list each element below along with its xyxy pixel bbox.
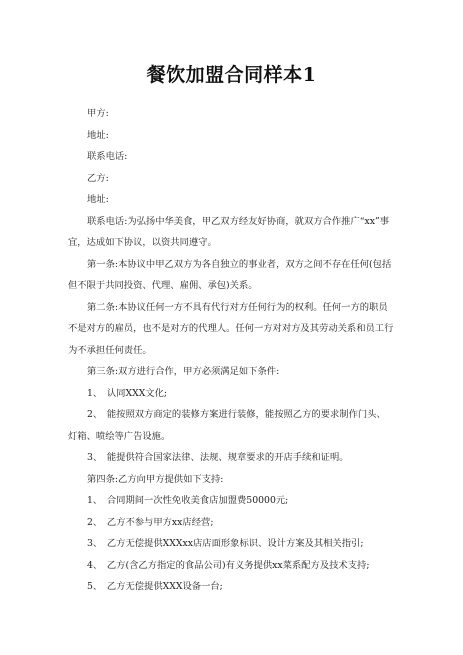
- clause-2: 第二条:本协议任何一方不具有代行对方任何行为的权利。任何一方的职员不是对方的雇员，也不是对方的代理人。任何一方对对方及其劳动关系和员工行为不承担任何责任。: [68, 301, 394, 356]
- contact-a-label: 联系电话:: [87, 151, 128, 162]
- clause-4-item-4: 4、 乙方(含乙方指定的食品公司)有义务提供xx菜系配方及技术支持;: [87, 559, 370, 571]
- clause-3-item-2: 2、 能按照双方商定的装修方案进行装修，能按照乙方的要求制作门头、灯箱、喷绘等广告设施。: [68, 409, 386, 442]
- clause-3-item-1: 1、 认同XXX文化;: [87, 387, 168, 399]
- address-a-label: 地址:: [87, 129, 109, 141]
- clause-4-item-5: 5、 乙方无偿提供XXX设备一台;: [87, 581, 223, 592]
- clause-4-item-3: 3、 乙方无偿提供XXXxx店店面形象标识、设计方案及其相关指引;: [87, 538, 364, 549]
- document-body: [68, 103, 395, 598]
- party-b-label: 乙方:: [87, 172, 109, 184]
- clause-3: 第三条:双方进行合作，甲方必须满足如下条件:: [87, 366, 280, 377]
- clause-4-item-1: 1、 合同期间一次性免收美食店加盟费50000元;: [87, 495, 289, 506]
- clause-3-item-3: 3、 能提供符合国家法律、法规、规章要求的开店手续和证明。: [87, 452, 349, 463]
- address-b-label: 地址:: [87, 194, 109, 205]
- contact-b-paragraph: 联系电话:为弘扬中华美食，甲乙双方经友好协商，就双方合作推广“xx”事宜，达成如下协议，以资共同遵守。: [68, 215, 390, 248]
- party-a-label: 甲方:: [87, 108, 109, 119]
- document-title: 餐饮加盟合同样本1: [146, 64, 317, 86]
- clause-4: 第四条:乙方向甲方提供如下支持:: [87, 473, 224, 485]
- clause-4-item-2: 2、 乙方不参与甲方xx店经营;: [87, 516, 214, 528]
- clause-1: 第一条:本协议中甲乙双方为各自独立的事业者，双方之间不存在任何(包括但不限于共同投资、代理、雇佣、承包)关系。: [68, 258, 392, 291]
